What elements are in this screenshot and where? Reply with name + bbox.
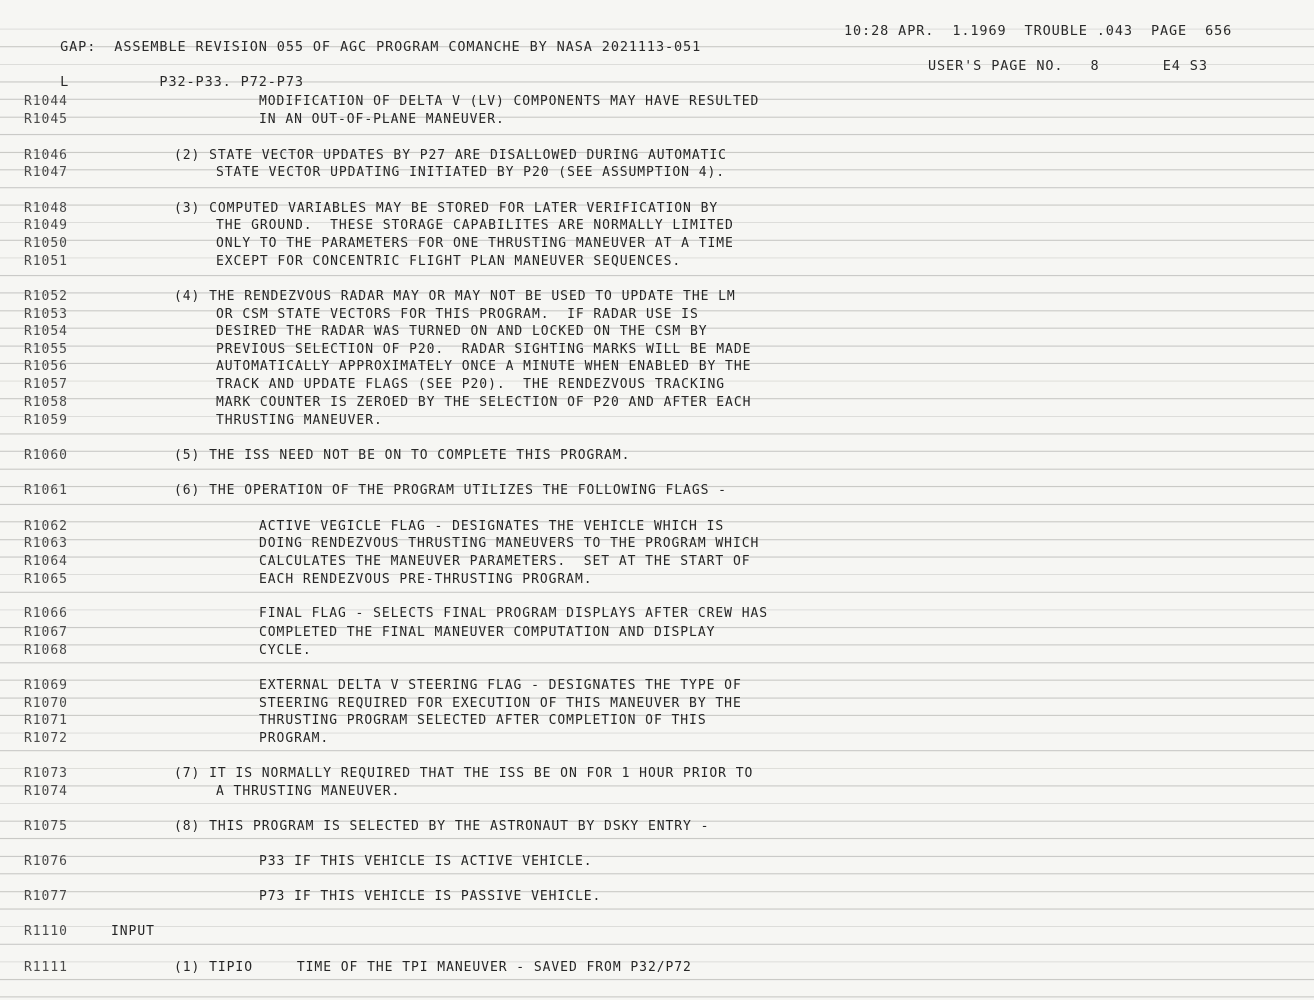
line-text: EACH RENDEZVOUS PRE-THRUSTING PROGRAM. [259,572,593,587]
listing-line [24,447,1294,464]
line-number: R1057 [24,377,68,392]
line-text: STEERING REQUIRED FOR EXECUTION OF THIS MANEUVER BY THE [259,696,742,711]
listing-line [24,200,1294,217]
line-text: (6) THE OPERATION OF THE PROGRAM UTILIZES THE FOLLOWING FLAGS - [174,483,727,498]
listing-line [24,535,1294,552]
listing-line [24,147,1294,164]
line-number: R1077 [24,889,68,904]
listing-line [24,111,1294,128]
listing-line [24,853,1294,870]
subheader-user-page: USER'S PAGE NO. 8 E4 S3 [928,58,1208,74]
listing-line [24,959,1294,976]
listing-line [24,642,1294,659]
line-text: (4) THE RENDEZVOUS RADAR MAY OR MAY NOT BE USED TO UPDATE THE LM [174,289,736,304]
listing-line [24,695,1294,712]
line-text: FINAL FLAG - SELECTS FINAL PROGRAM DISPLAYS AFTER CREW HAS [259,606,769,621]
listing-line [24,93,1294,110]
listing-line [24,341,1294,358]
listing-line [24,376,1294,393]
listing-line [24,712,1294,729]
line-text: A THRUSTING MANEUVER. [216,784,401,799]
line-number: R1063 [24,536,68,551]
listing-line [24,553,1294,570]
line-text: PROGRAM. [259,731,330,746]
listing-line [24,358,1294,375]
listing-line [24,394,1294,411]
line-number: R1061 [24,483,68,498]
line-text: OR CSM STATE VECTORS FOR THIS PROGRAM. IF RADAR USE IS [216,307,699,322]
line-number: R1059 [24,413,68,428]
line-text: DOING RENDEZVOUS THRUSTING MANEUVERS TO THE PROGRAM WHICH [259,536,760,551]
listing-line [24,765,1294,782]
line-text: MARK COUNTER IS ZEROED BY THE SELECTION OF P20 AND AFTER EACH [216,395,752,410]
line-number: R1067 [24,625,68,640]
listing-line [24,288,1294,305]
line-text: ACTIVE VEGICLE FLAG - DESIGNATES THE VEHICLE WHICH IS [259,519,725,534]
subheader-section: L P32-P33. P72-P73 [60,74,304,90]
line-text: (8) THIS PROGRAM IS SELECTED BY THE ASTRONAUT BY DSKY ENTRY - [174,819,710,834]
listing-line [24,818,1294,835]
line-text: CYCLE. [259,643,312,658]
line-text: COMPLETED THE FINAL MANEUVER COMPUTATION AND DISPLAY [259,625,716,640]
line-number: R1053 [24,307,68,322]
line-number: R1110 [24,924,68,939]
line-text: THRUSTING PROGRAM SELECTED AFTER COMPLETION OF THIS [259,713,707,728]
line-text: (5) THE ISS NEED NOT BE ON TO COMPLETE THIS PROGRAM. [174,448,631,463]
line-number: R1045 [24,112,68,127]
line-number: R1071 [24,713,68,728]
line-text: MODIFICATION OF DELTA V (LV) COMPONENTS MAY HAVE RESULTED [259,94,760,109]
listing-line [24,235,1294,252]
line-text: (3) COMPUTED VARIABLES MAY BE STORED FOR LATER VERIFICATION BY [174,201,719,216]
line-text: INPUT [111,924,155,939]
line-text: (7) IT IS NORMALLY REQUIRED THAT THE ISS BE ON FOR 1 HOUR PRIOR TO [174,766,754,781]
line-number: R1051 [24,254,68,269]
line-number: R1111 [24,960,68,975]
line-text: P33 IF THIS VEHICLE IS ACTIVE VEHICLE. [259,854,593,869]
line-number: R1070 [24,696,68,711]
listing-line [24,624,1294,641]
listing-line [24,412,1294,429]
line-text: CALCULATES THE MANEUVER PARAMETERS. SET AT THE START OF [259,554,751,569]
line-number: R1044 [24,94,68,109]
listing-line [24,306,1294,323]
line-number: R1056 [24,359,68,374]
listing-line [24,923,1294,940]
line-number: R1068 [24,643,68,658]
line-text: (2) STATE VECTOR UPDATES BY P27 ARE DISALLOWED DURING AUTOMATIC [174,148,727,163]
line-number: R1047 [24,165,68,180]
line-number: R1046 [24,148,68,163]
line-text: DESIRED THE RADAR WAS TURNED ON AND LOCKED ON THE CSM BY [216,324,708,339]
line-text: AUTOMATICALLY APPROXIMATELY ONCE A MINUTE WHEN ENABLED BY THE [216,359,752,374]
listing-line [24,482,1294,499]
listing-line [24,164,1294,181]
line-number: R1073 [24,766,68,781]
line-text: (1) TIPIO TIME OF THE TPI MANEUVER - SAVED FROM P32/P72 [174,960,692,975]
line-text: ONLY TO THE PARAMETERS FOR ONE THRUSTING MANEUVER AT A TIME [216,236,734,251]
listing-line [24,783,1294,800]
line-number: R1055 [24,342,68,357]
line-number: R1062 [24,519,68,534]
header-date-page: 10:28 APR. 1.1969 TROUBLE .043 PAGE 656 [844,23,1233,39]
listing-line [24,217,1294,234]
line-text: THE GROUND. THESE STORAGE CAPABILITES ARE NORMALLY LIMITED [216,218,734,233]
line-number: R1064 [24,554,68,569]
line-number: R1049 [24,218,68,233]
line-number: R1069 [24,678,68,693]
listing-line [24,571,1294,588]
line-number: R1060 [24,448,68,463]
listing-line [24,730,1294,747]
line-text: IN AN OUT-OF-PLANE MANEUVER. [259,112,505,127]
line-number: R1052 [24,289,68,304]
line-text: EXTERNAL DELTA V STEERING FLAG - DESIGNATES THE TYPE OF [259,678,742,693]
line-number: R1058 [24,395,68,410]
line-number: R1048 [24,201,68,216]
listing-line [24,605,1294,622]
line-number: R1072 [24,731,68,746]
line-number: R1075 [24,819,68,834]
line-text: PREVIOUS SELECTION OF P20. RADAR SIGHTING MARKS WILL BE MADE [216,342,752,357]
line-text: THRUSTING MANEUVER. [216,413,383,428]
listing-line [24,677,1294,694]
listing-line [24,253,1294,270]
line-number: R1066 [24,606,68,621]
line-number: R1074 [24,784,68,799]
line-text: P73 IF THIS VEHICLE IS PASSIVE VEHICLE. [259,889,602,904]
listing-line [24,323,1294,340]
line-text: TRACK AND UPDATE FLAGS (SEE P20). THE RENDEZVOUS TRACKING [216,377,726,392]
line-number: R1076 [24,854,68,869]
line-number: R1065 [24,572,68,587]
line-text: STATE VECTOR UPDATING INITIATED BY P20 (SEE ASSUMPTION 4). [216,165,726,180]
line-text: EXCEPT FOR CONCENTRIC FLIGHT PLAN MANEUVER SEQUENCES. [216,254,682,269]
line-number: R1050 [24,236,68,251]
listing-line [24,518,1294,535]
header-title: GAP: ASSEMBLE REVISION 055 OF AGC PROGRAM COMANCHE BY NASA 2021113-051 [60,39,702,55]
listing-line [24,888,1294,905]
line-number: R1054 [24,324,68,339]
